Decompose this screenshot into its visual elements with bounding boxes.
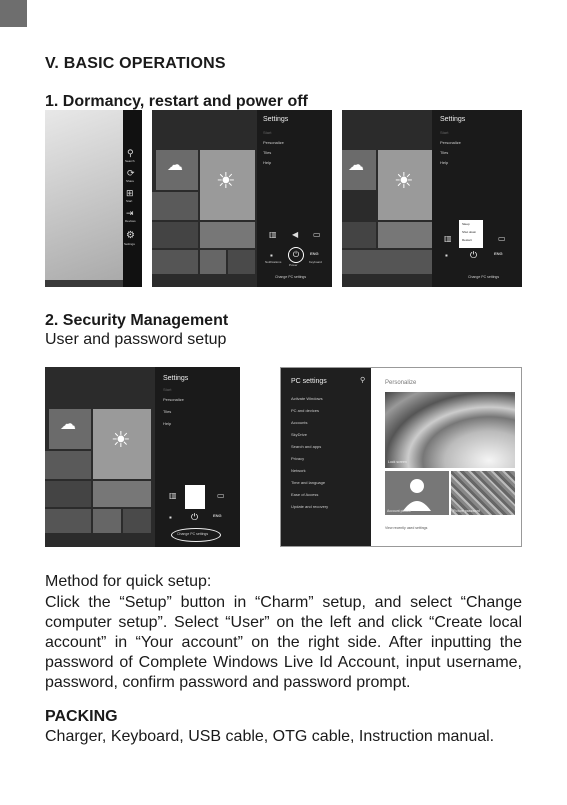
power-icon[interactable]: ⏻ bbox=[191, 512, 199, 522]
menu-help[interactable]: Help bbox=[263, 160, 272, 165]
pc-menu-activate-windows[interactable]: Activate Windows bbox=[291, 396, 323, 401]
method-title: Method for quick setup: bbox=[45, 573, 212, 590]
personalize-title: Personalize bbox=[385, 380, 417, 386]
screenshot-power-menu bbox=[342, 110, 522, 287]
packing-heading: PACKING bbox=[45, 708, 118, 725]
cloud-icon: ☁ bbox=[60, 416, 76, 433]
search-icon[interactable]: ⚲ bbox=[360, 377, 366, 384]
power-icon[interactable]: ⏻ bbox=[470, 250, 478, 260]
network-icon[interactable]: ▥ bbox=[269, 230, 277, 239]
menu-tiles[interactable]: Tiles bbox=[163, 409, 172, 414]
security-subheading: User and password setup bbox=[45, 331, 227, 348]
settings-title: Settings bbox=[440, 116, 466, 123]
menu-start[interactable]: Start bbox=[163, 387, 172, 392]
brightness-icon[interactable]: ▭ bbox=[498, 234, 506, 243]
lock-screen-label: Lock screen bbox=[388, 460, 407, 464]
screenshot-charms bbox=[45, 110, 142, 287]
menu-start[interactable]: Start bbox=[440, 130, 449, 135]
sun-icon: ☀ bbox=[394, 168, 414, 193]
keyboard-icon[interactable]: ENG bbox=[213, 513, 222, 518]
view-recent-settings-link[interactable]: View recently used settings bbox=[385, 526, 428, 530]
screenshot-change-pc-settings bbox=[45, 367, 240, 547]
pc-menu-privacy[interactable]: Privacy bbox=[291, 456, 305, 461]
power-shutdown[interactable]: Shut down bbox=[462, 230, 477, 234]
screenshot-settings-power bbox=[152, 110, 332, 287]
menu-tiles[interactable]: Tiles bbox=[440, 150, 449, 155]
pc-settings-title: PC settings bbox=[291, 378, 327, 385]
menu-personalize[interactable]: Personalize bbox=[163, 397, 184, 402]
cloud-icon: ☁ bbox=[167, 157, 183, 174]
charm-label-devices: Devices bbox=[125, 219, 136, 223]
method-body: Click the “Setup” button in “Charm” setup, and select “Change computer setup”. Select “User” on the left and click “Create local account” in “Your account” on the right side. After inputting the password of Complete Windows Live Id Account, input username, password, confirm password and password prompt. bbox=[45, 594, 522, 691]
network-icon[interactable]: ▥ bbox=[169, 491, 177, 500]
pc-menu-update-and-recovery[interactable]: Update and recovery bbox=[291, 504, 329, 509]
pc-menu-skydrive[interactable]: SkyDrive bbox=[291, 432, 308, 437]
packing-contents: Charger, Keyboard, USB cable, OTG cable, Instruction manual. bbox=[45, 728, 495, 745]
screenshot-pc-settings bbox=[280, 367, 522, 547]
change-pc-settings-link[interactable]: Change PC settings bbox=[177, 532, 209, 536]
menu-personalize[interactable]: Personalize bbox=[263, 140, 284, 145]
notifications-icon[interactable]: ▪ bbox=[445, 251, 448, 260]
power-sleep[interactable]: Sleep bbox=[462, 222, 470, 226]
notifications-icon[interactable]: ▪ bbox=[270, 251, 273, 260]
sun-icon: ☀ bbox=[111, 427, 131, 452]
power-menu bbox=[459, 220, 483, 248]
gear-icon: ⚙ bbox=[126, 230, 135, 241]
menu-help[interactable]: Help bbox=[440, 160, 449, 165]
network-icon[interactable]: ▥ bbox=[444, 234, 452, 243]
change-pc-settings-link[interactable]: Change PC settings bbox=[468, 275, 500, 279]
label-power: Power bbox=[289, 263, 298, 267]
menu-start[interactable]: Start bbox=[263, 130, 272, 135]
lock-screen-image[interactable] bbox=[385, 392, 515, 468]
picture-password[interactable] bbox=[451, 471, 515, 515]
menu-tiles[interactable]: Tiles bbox=[263, 150, 272, 155]
search-icon: ⚲ bbox=[127, 148, 134, 158]
volume-icon[interactable]: ◀ bbox=[292, 230, 299, 239]
start-icon: ⊞ bbox=[126, 188, 134, 198]
settings-title: Settings bbox=[263, 116, 289, 123]
account-picture-label: Account picture bbox=[387, 509, 412, 513]
brightness-icon[interactable]: ▭ bbox=[313, 230, 321, 239]
change-pc-settings-link[interactable]: Change PC settings bbox=[275, 275, 307, 279]
menu-help[interactable]: Help bbox=[163, 421, 172, 426]
security-heading: 2. Security Management bbox=[45, 312, 229, 329]
cloud-icon: ☁ bbox=[348, 157, 364, 174]
share-icon: ⟳ bbox=[127, 168, 135, 178]
devices-icon: ⇥ bbox=[126, 208, 134, 218]
pc-menu-ease-of-access[interactable]: Ease of Access bbox=[291, 492, 319, 497]
keyboard-icon[interactable]: ENG bbox=[494, 251, 503, 256]
power-icon[interactable]: ⏻ bbox=[288, 247, 304, 263]
dormancy-heading: 1. Dormancy, restart and power off bbox=[45, 93, 308, 110]
menu-personalize[interactable]: Personalize bbox=[440, 140, 461, 145]
notifications-icon[interactable]: ▪ bbox=[169, 513, 172, 522]
picture-password-label: Picture password bbox=[453, 509, 480, 513]
label-notifications: Notifications bbox=[265, 260, 282, 264]
pc-menu-search-and-apps[interactable]: Search and apps bbox=[291, 444, 322, 449]
page-corner-tab bbox=[0, 0, 27, 27]
account-picture[interactable] bbox=[385, 471, 449, 515]
pc-menu-accounts[interactable]: Accounts bbox=[291, 420, 308, 425]
charm-label-start: Start bbox=[126, 199, 133, 203]
pc-menu-time-and-language[interactable]: Time and language bbox=[291, 480, 326, 485]
charm-label-settings: Settings bbox=[124, 242, 135, 246]
charm-label-search: Search bbox=[125, 159, 135, 163]
charm-label-share: Share bbox=[126, 179, 135, 183]
settings-title: Settings bbox=[163, 375, 189, 382]
power-restart[interactable]: Restart bbox=[462, 238, 472, 242]
brightness-icon[interactable]: ▭ bbox=[217, 491, 225, 500]
power-menu bbox=[185, 485, 205, 509]
section-title: V. BASIC OPERATIONS bbox=[45, 55, 226, 72]
sun-icon: ☀ bbox=[216, 168, 236, 193]
keyboard-icon[interactable]: ENG bbox=[310, 251, 319, 256]
pc-menu-pc-and-devices[interactable]: PC and devices bbox=[291, 408, 320, 413]
label-keyboard: Keyboard bbox=[309, 260, 322, 264]
pc-menu-network[interactable]: Network bbox=[291, 468, 306, 473]
